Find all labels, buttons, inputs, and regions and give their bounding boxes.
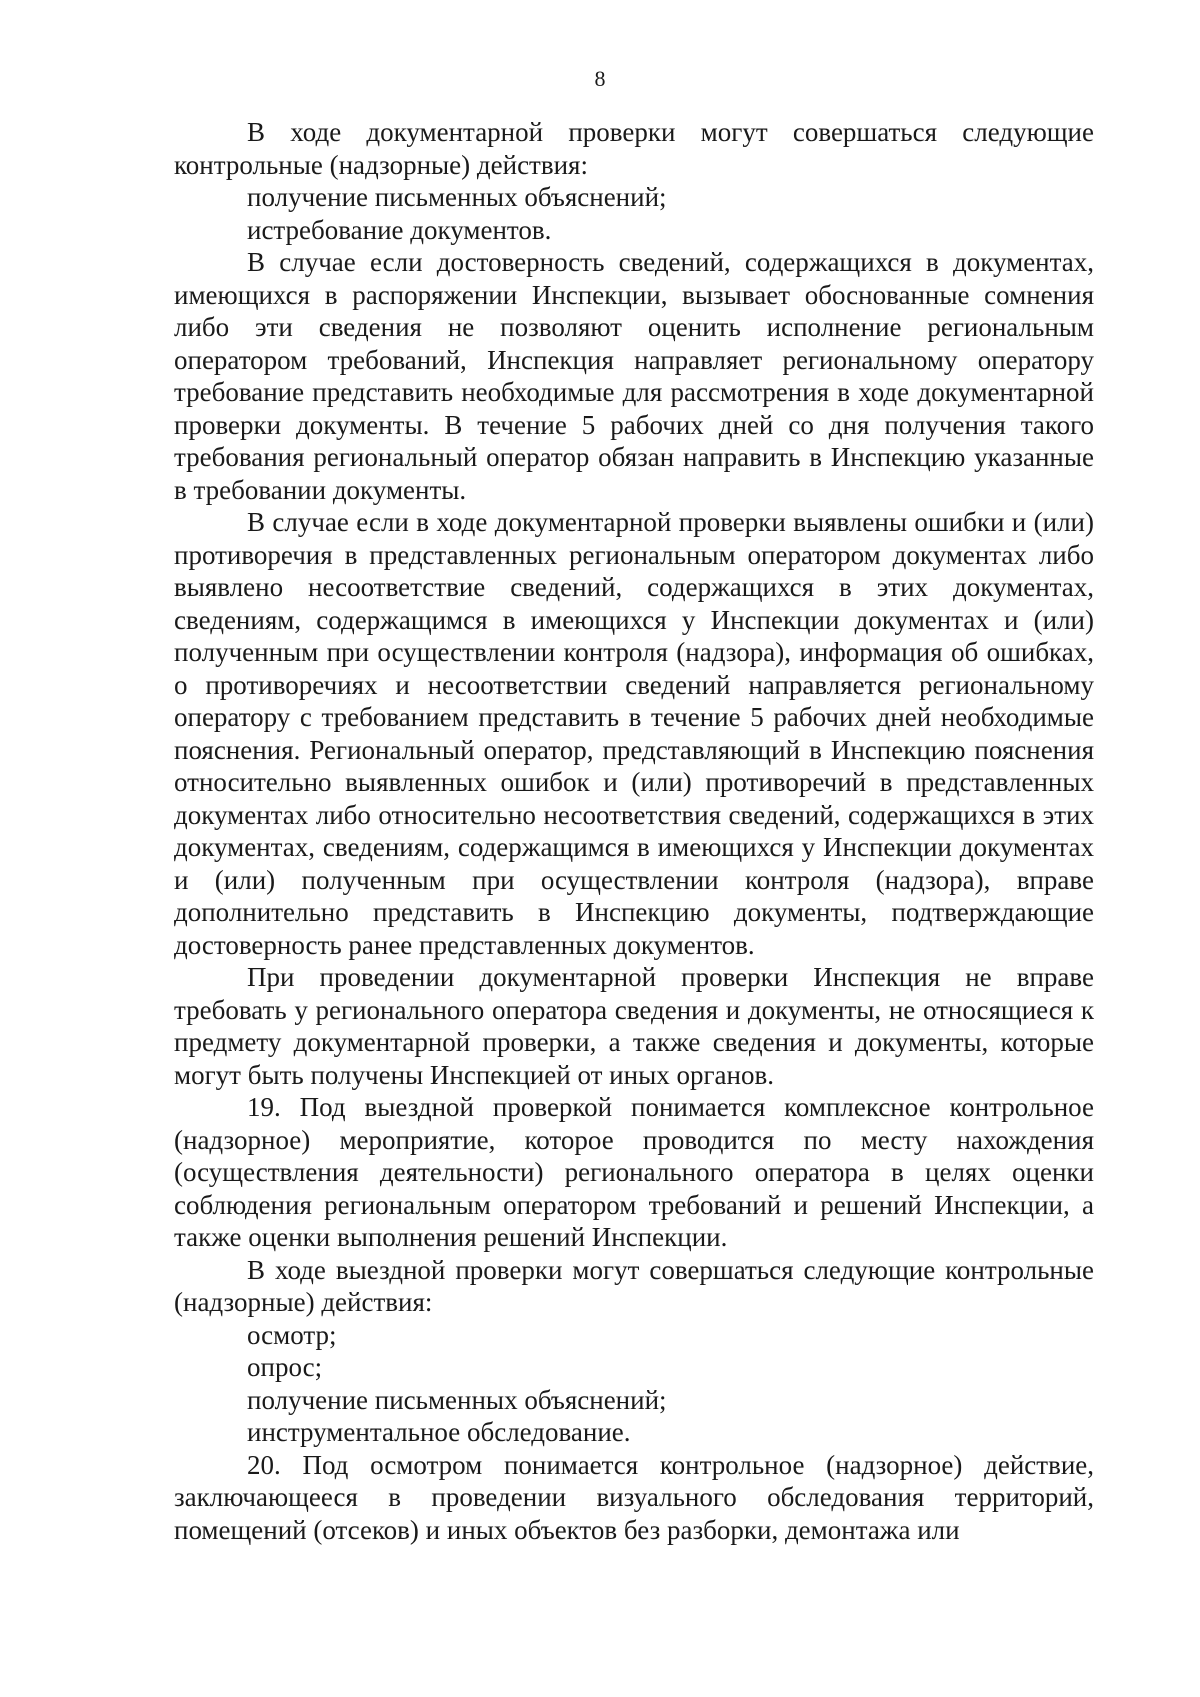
list-item-survey: опрос; (247, 1352, 323, 1382)
list-item-written-explanations: получение письменных объяснений; (247, 182, 667, 212)
paragraph-documentary-check-actions: В ходе документарной проверки могут совершаться следующие контрольные (надзорные) действия: (174, 117, 1094, 180)
paragraph-20-inspection-definition: 20. Под осмотром понимается контрольное (надзорное) действие, заключающееся в проведении визуального обследования территорий, помещений (отсеков) и иных объектов без разборки, демонтажа или (174, 1449, 1094, 1545)
list-item-instrumental-examination: инструментальное обследование. (247, 1417, 631, 1447)
list-item-document-request: истребование документов. (247, 214, 552, 245)
paragraph-19-onsite-check: 19. Под выездной проверкой понимается комплексное контрольное (надзорное) мероприятие, которое проводится по месту нахождения (осуществления деятельности) регионального оператора в целях оценки соблюдения региональным оператором требований и решений Инспекции, а также оценки выполнения решений Инспекции. (174, 1092, 1094, 1252)
paragraph-reliability-doubts: В случае если достоверность сведений, содержащихся в документах, имеющихся в распоряжении Инспекции, вызывает обоснованные сомнения либо эти сведения не позволяют оценить исполнение региональным оператором требований, Инспекция направляет региональному оператору требование представить необходимые для рассмотрения в ходе документарной проверки документы. В течение 5 рабочих дней со дня получения такого требования региональный оператор обязан направить в Инспекцию указанные в требовании документы. (174, 247, 1094, 505)
paragraph-onsite-check-actions: В ходе выездной проверки могут совершаться следующие контрольные (надзорные) действия: (174, 1254, 1094, 1317)
paragraph-errors-contradictions: В случае если в ходе документарной проверки выявлены ошибки и (или) противоречия в представленных региональным оператором документах либо выявлено несоответствие сведений, содержащихся в этих документах, сведениям, содержащимся в имеющихся у Инспекции документах и (или) полученным при осуществлении контроля (надзора), информация об ошибках, о противоречиях и несоответствии сведений направляется региональному оператору с требованием представить в течение 5 рабочих дней необходимые пояснения. Региональный оператор, представляющий в Инспекцию пояснения относительно выявленных ошибок и (или) противоречий в представленных документах либо относительно несоответствия сведений, содержащихся в этих документах, сведениям, содержащимся в имеющихся у Инспекции документах и (или) полученным при осуществлении контроля (надзора), вправе дополнительно представить в Инспекцию документы, подтверждающие достоверность ранее представленных документов. (174, 507, 1094, 960)
page-number: 8 (594, 66, 606, 91)
document-body (174, 116, 1094, 1546)
paragraph-inspection-restrictions: При проведении документарной проверки Инспекция не вправе требовать у регионального оператора сведения и документы, не относящиеся к предмету документарной проверки, а также сведения и документы, которые могут быть получены Инспекцией от иных органов. (174, 962, 1094, 1090)
list-item-written-explanations-2: получение письменных объяснений; (247, 1384, 667, 1415)
list-item-inspection: осмотр; (247, 1319, 337, 1350)
